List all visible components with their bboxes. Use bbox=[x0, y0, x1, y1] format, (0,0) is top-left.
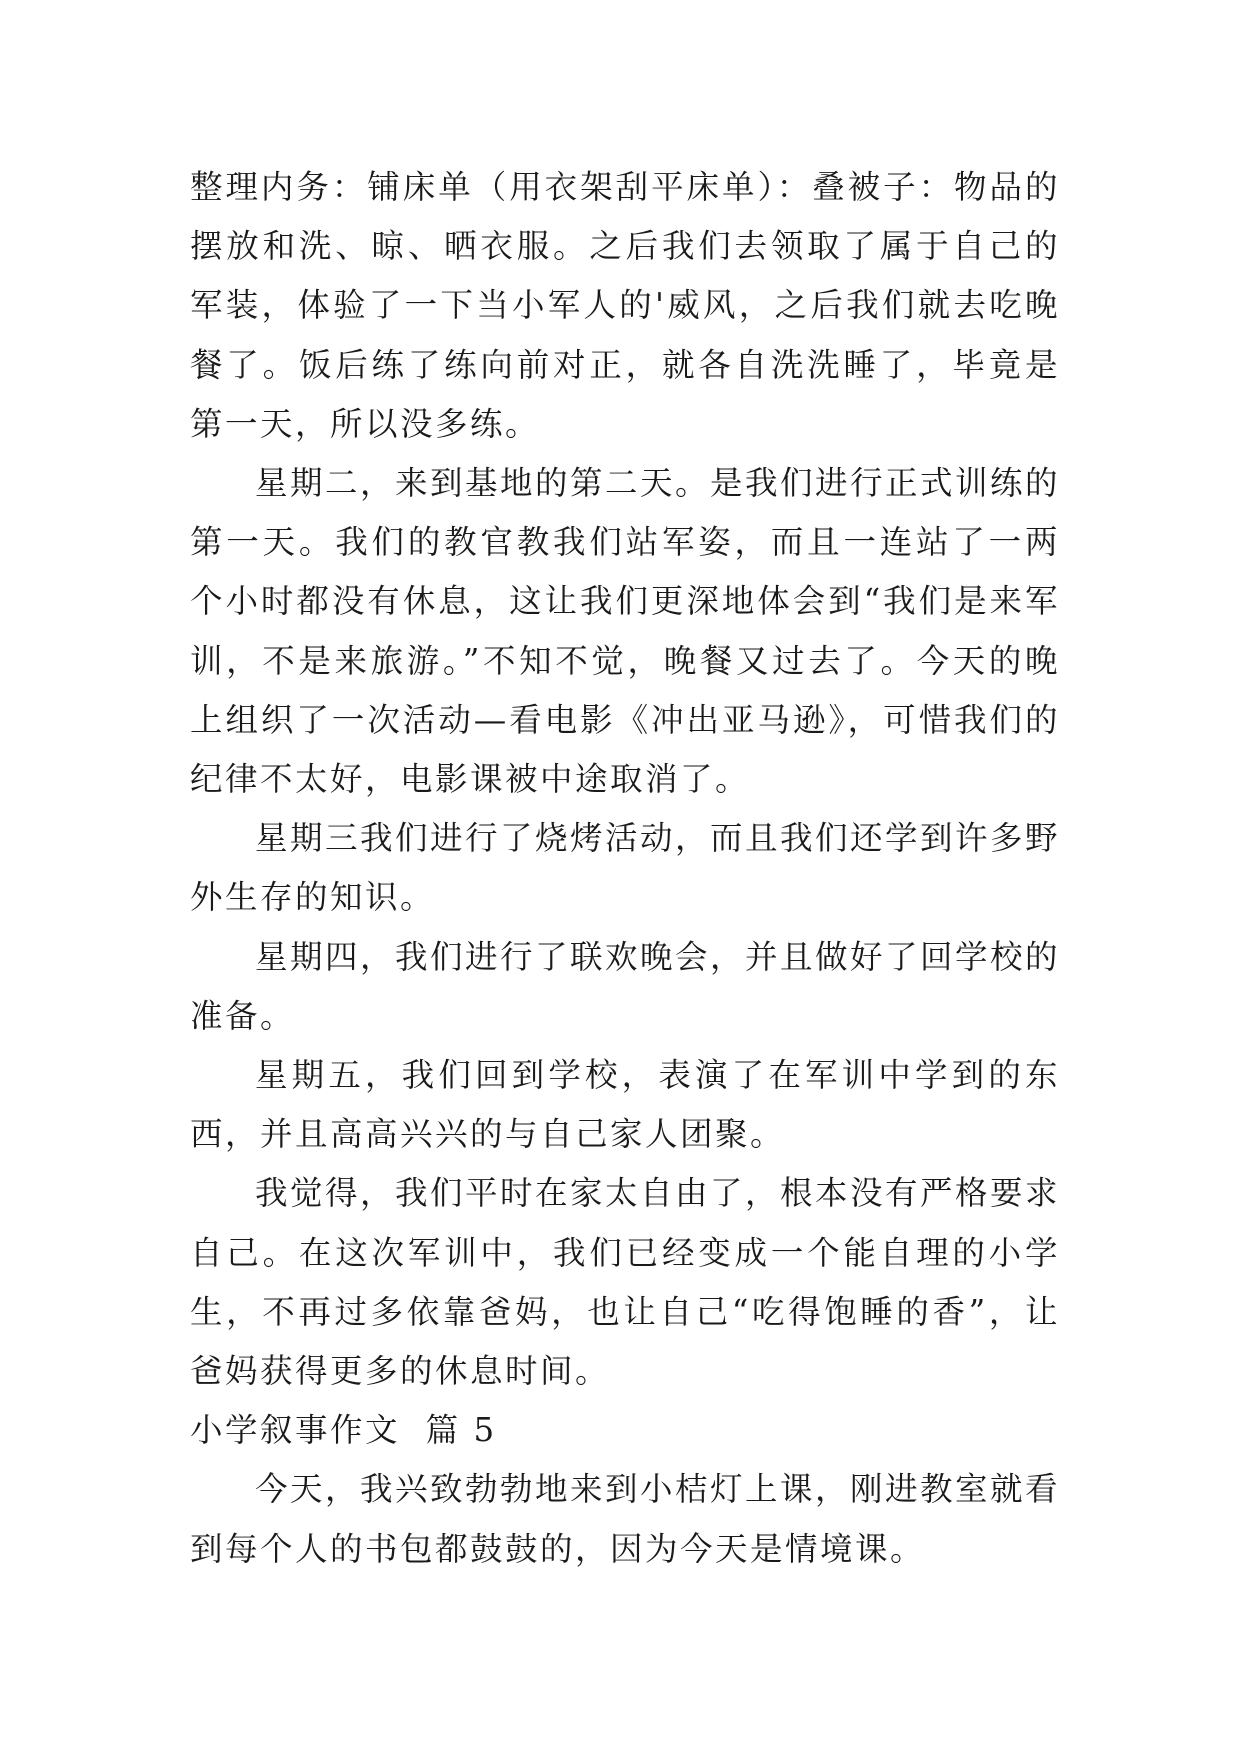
section-heading: 小学叙事作文 篇 5 bbox=[190, 1411, 497, 1450]
paragraph: 星期五，我们回到学校，表演了在军训中学到的东西，并且高高兴兴的与自己家人团聚。 bbox=[190, 1056, 1060, 1154]
document-body bbox=[190, 158, 1060, 1579]
paragraph: 星期四，我们进行了联欢晚会，并且做好了回学校的准备。 bbox=[190, 937, 1061, 1035]
paragraph: 星期三我们进行了烧烤活动，而且我们还学到许多野外生存的知识。 bbox=[190, 819, 1061, 917]
paragraph: 星期二，来到基地的第二天。是我们进行正式训练的第一天。我们的教官教我们站军姿，而且一连站了一两个小时都没有休息，这让我们更深地体会到“我们是来军训，不是来旅游。”不知不觉，晚餐又过去了。今天的晚上组织了一次活动—看电影《冲出亚马逊》，可惜我们的纪律不太好，电影课被中途取消了。 bbox=[190, 464, 1061, 799]
paragraph: 我觉得，我们平时在家太自由了，根本没有严格要求自己。在这次军训中，我们已经变成一个能自理的小学生，不再过多依靠爸妈，也让自己“吃得饱睡的香”，让爸妈获得更多的休息时间。 bbox=[190, 1174, 1061, 1391]
paragraph: 今天，我兴致勃勃地来到小桔灯上课，刚进教室就看到每个人的书包都鼓鼓的，因为今天是情境课。 bbox=[190, 1470, 1061, 1568]
paragraph: 整理内务：铺床单（用衣架刮平床单）：叠被子：物品的摆放和洗、晾、晒衣服。之后我们去领取了属于自己的军装，体验了一下当小军人的'威风，之后我们就去吃晚餐了。饭后练了练向前对正，就各自洗洗睡了，毕竟是第一天，所以没多练。 bbox=[190, 168, 1060, 443]
